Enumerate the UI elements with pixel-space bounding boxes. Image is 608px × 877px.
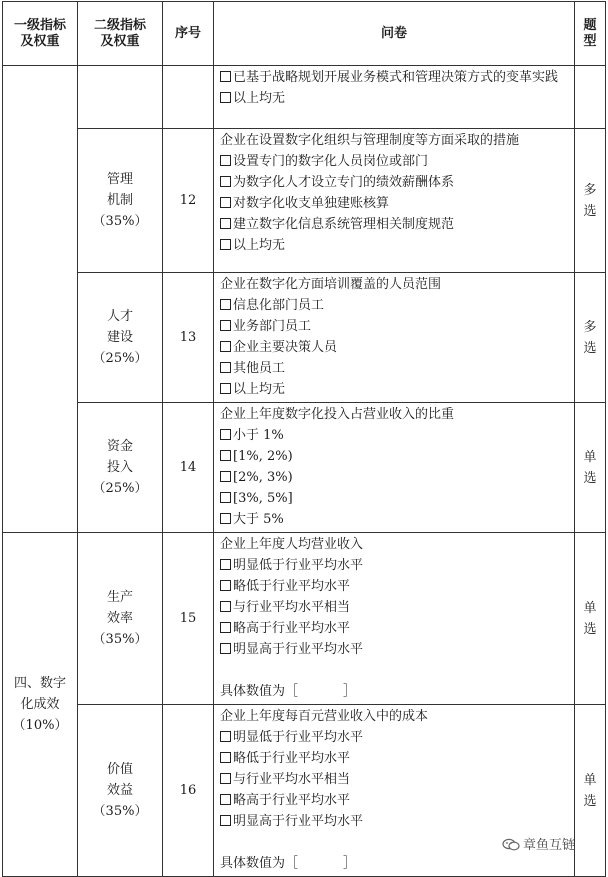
wechat-icon xyxy=(502,838,520,851)
question-type: 单 选 xyxy=(575,533,606,705)
checkbox[interactable] xyxy=(220,752,231,763)
question-cell xyxy=(214,533,575,705)
checkbox[interactable] xyxy=(220,299,231,310)
list-item: 其他员工 xyxy=(220,358,570,379)
checkbox[interactable] xyxy=(220,383,231,394)
list-item: 以上均无 xyxy=(220,88,570,109)
question-text: 企业上年度每百元营业收入中的成本 xyxy=(220,709,429,724)
checkbox[interactable] xyxy=(220,794,231,805)
question-cell xyxy=(214,273,575,403)
list-item: 明显高于行业平均水平 xyxy=(220,811,570,832)
checkbox[interactable] xyxy=(220,622,231,633)
checkbox[interactable] xyxy=(220,92,231,103)
checkbox[interactable] xyxy=(220,559,231,570)
list-item: 对数字化收支单独建账核算 xyxy=(220,193,570,214)
table-row xyxy=(3,533,606,705)
list-item: 明显高于行业平均水平 xyxy=(220,639,570,660)
list-item: 略高于行业平均水平 xyxy=(220,618,570,639)
row-number: 15 xyxy=(163,533,214,705)
row-number: 16 xyxy=(163,705,214,877)
level2-cell: 生产 效率 （35%） xyxy=(78,533,163,705)
level1-cell: 四、数字 化成效 （10%） xyxy=(3,533,78,877)
checkbox[interactable] xyxy=(220,176,231,187)
watermark-text: 章鱼互链 xyxy=(523,838,576,853)
list-item: 略高于行业平均水平 xyxy=(220,790,570,811)
question-cell xyxy=(214,129,575,273)
question-text: 企业上年度数字化投入占营业收入的比重 xyxy=(220,407,455,422)
checkbox[interactable] xyxy=(220,218,231,229)
list-item: [2%, 3%) xyxy=(220,467,570,488)
checkbox[interactable] xyxy=(220,773,231,784)
list-item: 以上均无 xyxy=(220,235,570,256)
question-type: 单 选 xyxy=(575,403,606,533)
level1-cell-empty xyxy=(3,66,78,533)
row-number: 14 xyxy=(163,403,214,533)
checkbox[interactable] xyxy=(220,320,231,331)
checkbox[interactable] xyxy=(220,362,231,373)
list-item: [3%, 5%] xyxy=(220,488,570,509)
list-item: 业务部门员工 xyxy=(220,316,570,337)
header-number: 序号 xyxy=(163,2,214,66)
list-item: 略低于行业平均水平 xyxy=(220,748,570,769)
list-item: 略低于行业平均水平 xyxy=(220,576,570,597)
checkbox[interactable] xyxy=(220,471,231,482)
header-level1: 一级指标及权重 xyxy=(3,2,78,66)
checkbox[interactable] xyxy=(220,197,231,208)
level2-cell: 人才 建设 （25%） xyxy=(78,273,163,403)
value-field[interactable]: 具体数值为［ ］ xyxy=(220,856,357,871)
list-item: 以上均无 xyxy=(220,379,570,400)
checkbox[interactable] xyxy=(220,155,231,166)
continuation-options xyxy=(214,66,575,129)
table-row xyxy=(3,273,606,403)
header-level2: 二级指标及权重 xyxy=(78,2,163,66)
value-field[interactable]: 具体数值为［ ］ xyxy=(220,684,357,699)
checkbox[interactable] xyxy=(220,492,231,503)
question-type: 单 选 xyxy=(575,705,606,877)
question-text: 企业在数字化方面培训覆盖的人员范围 xyxy=(220,277,442,292)
level2-cell: 价值 效益 （35%） xyxy=(78,705,163,877)
question-type: 多 选 xyxy=(575,273,606,403)
list-item: 小于 1% xyxy=(220,425,570,446)
row-number: 12 xyxy=(163,129,214,273)
header-type: 题型 xyxy=(575,2,606,66)
checkbox[interactable] xyxy=(220,71,231,82)
list-item: 设置专门的数字化人员岗位或部门 xyxy=(220,151,570,172)
question-cell xyxy=(214,403,575,533)
checkbox[interactable] xyxy=(220,643,231,654)
checkbox[interactable] xyxy=(220,580,231,591)
checkbox[interactable] xyxy=(220,601,231,612)
continuation-row xyxy=(3,66,606,129)
watermark xyxy=(502,834,575,853)
checkbox[interactable] xyxy=(220,513,231,524)
checkbox[interactable] xyxy=(220,239,231,250)
checkbox[interactable] xyxy=(220,429,231,440)
list-item: 与行业平均水平相当 xyxy=(220,769,570,790)
level2-cell: 管理 机制 （35%） xyxy=(78,129,163,273)
list-item: 大于 5% xyxy=(220,509,570,530)
row-number: 13 xyxy=(163,273,214,403)
checkbox[interactable] xyxy=(220,731,231,742)
list-item: 明显低于行业平均水平 xyxy=(220,727,570,748)
header-row xyxy=(3,2,606,66)
list-item: 明显低于行业平均水平 xyxy=(220,555,570,576)
list-item: [1%, 2%) xyxy=(220,446,570,467)
list-item: 信息化部门员工 xyxy=(220,295,570,316)
list-item: 企业主要决策人员 xyxy=(220,337,570,358)
question-type: 多 选 xyxy=(575,129,606,273)
list-item: 与行业平均水平相当 xyxy=(220,597,570,618)
table-row xyxy=(3,129,606,273)
level2-cell: 资金 投入 （25%） xyxy=(78,403,163,533)
questionnaire-table xyxy=(2,1,606,877)
list-item: 为数字化人才设立专门的绩效薪酬体系 xyxy=(220,172,570,193)
checkbox[interactable] xyxy=(220,341,231,352)
table-row xyxy=(3,403,606,533)
list-item: 建立数字化信息系统管理相关制度规范 xyxy=(220,214,570,235)
question-text: 企业上年度人均营业收入 xyxy=(220,537,364,552)
list-item: 已基于战略规划开展业务模式和管理决策方式的变革实践 xyxy=(220,67,570,88)
checkbox[interactable] xyxy=(220,815,231,826)
question-text: 企业在设置数字化组织与管理制度等方面采取的措施 xyxy=(220,133,520,148)
checkbox[interactable] xyxy=(220,450,231,461)
header-questionnaire: 问卷 xyxy=(214,2,575,66)
